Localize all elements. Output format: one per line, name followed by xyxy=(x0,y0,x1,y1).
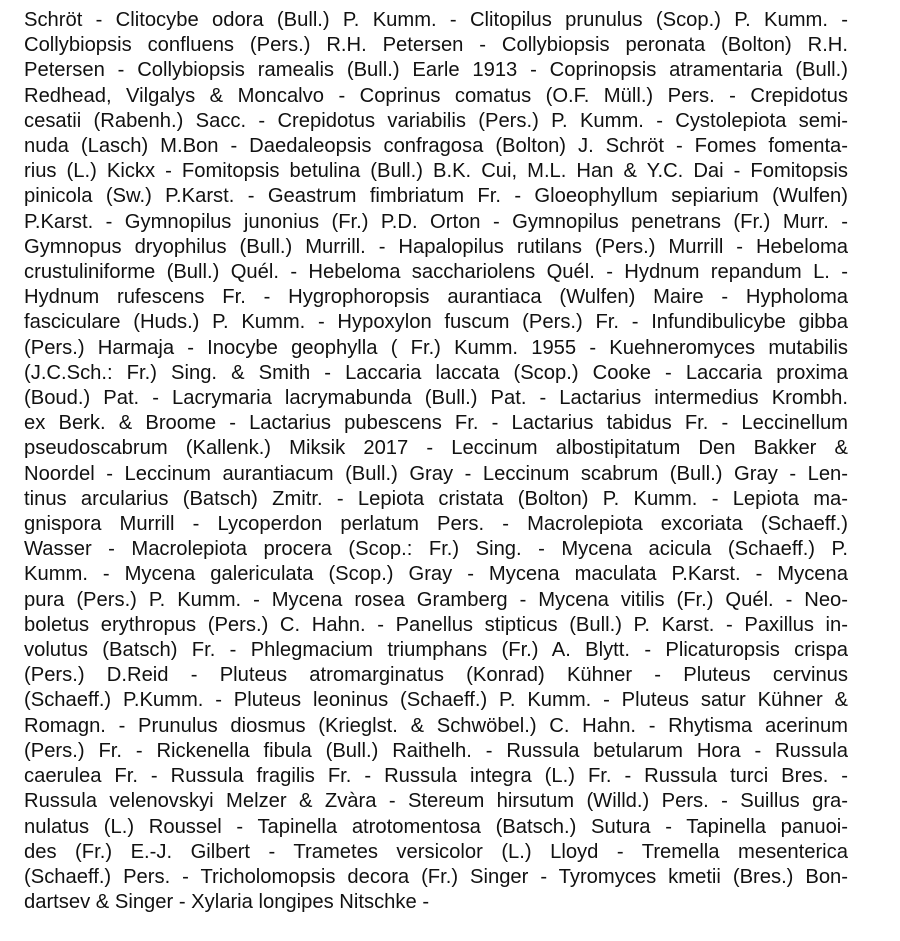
text-line: nuda (Lasch) M.Bon - Daedaleopsis confragosa (Bolton) J. Schröt - Fomes fomenta- xyxy=(24,135,848,158)
text-line: pura (Pers.) P. Kumm. - Mycena rosea Gramberg - Mycena vitilis (Fr.) Quél. - Neo- xyxy=(24,588,848,611)
text-line: (Schaeff.) P.Kumm. - Pluteus leoninus (Schaeff.) P. Kumm. - Pluteus satur Kühner & xyxy=(24,689,848,712)
text-line: (Boud.) Pat. - Lacrymaria lacrymabunda (Bull.) Pat. - Lactarius intermedius Krombh. xyxy=(24,387,848,410)
text-line: fasciculare (Huds.) P. Kumm. - Hypoxylon fuscum (Pers.) Fr. - Infundibulicybe gibba xyxy=(24,311,848,334)
text-line: P.Karst. - Gymnopilus junonius (Fr.) P.D. Orton - Gymnopilus penetrans (Fr.) Murr. - xyxy=(24,210,848,233)
text-line: gnispora Murrill - Lycoperdon perlatum Pers. - Macrolepiota excoriata (Schaeff.) xyxy=(24,513,848,536)
text-line: Gymnopus dryophilus (Bull.) Murrill. - Hapalopilus rutilans (Pers.) Murrill - Hebeloma xyxy=(24,235,848,258)
text-line: Redhead, Vilgalys & Moncalvo - Coprinus comatus (O.F. Müll.) Pers. - Crepidotus xyxy=(24,84,848,107)
text-line: pseudoscabrum (Kallenk.) Miksik 2017 - Leccinum albostipitatum Den Bakker & xyxy=(24,437,848,460)
text-line: Hydnum rufescens Fr. - Hygrophoropsis aurantiaca (Wulfen) Maire - Hypholoma xyxy=(24,286,848,309)
text-line: Schröt - Clitocybe odora (Bull.) P. Kumm. - Clitopilus prunulus (Scop.) P. Kumm. - xyxy=(24,9,848,31)
text-line: des (Fr.) E.-J. Gilbert - Trametes versicolor (L.) Lloyd - Tremella mesenterica xyxy=(24,840,848,863)
text-line: boletus erythropus (Pers.) C. Hahn. - Panellus stipticus (Bull.) P. Karst. - Paxillus in- xyxy=(24,613,848,636)
text-line: tinus arcularius (Batsch) Zmitr. - Lepiota cristata (Bolton) P. Kumm. - Lepiota ma- xyxy=(24,487,848,510)
text-line: Noordel - Leccinum aurantiacum (Bull.) Gray - Leccinum scabrum (Bull.) Gray - Len- xyxy=(24,462,848,485)
text-line: (Pers.) D.Reid - Pluteus atromarginatus (Konrad) Kühner - Pluteus cervinus xyxy=(24,664,848,687)
text-line: (Schaeff.) Pers. - Tricholomopsis decora (Fr.) Singer - Tyromyces kmetii (Bres.) Bon- xyxy=(24,865,848,888)
text-line: Wasser - Macrolepiota procera (Scop.: Fr.) Sing. - Mycena acicula (Schaeff.) P. xyxy=(24,538,848,561)
text-line: nulatus (L.) Roussel - Tapinella atrotomentosa (Batsch.) Sutura - Tapinella panuoi- xyxy=(24,815,848,838)
text-line: dartsev & Singer - Xylaria longipes Nitschke - xyxy=(24,891,430,914)
text-line: Russula velenovskyi Melzer & Zvàra - Stereum hirsutum (Willd.) Pers. - Suillus gra- xyxy=(24,790,848,813)
text-line: Kumm. - Mycena galericulata (Scop.) Gray - Mycena maculata P.Karst. - Mycena xyxy=(24,563,848,586)
text-line: pinicola (Sw.) P.Karst. - Geastrum fimbriatum Fr. - Gloeophyllum sepiarium (Wulfen) xyxy=(24,185,848,208)
text-line: (J.C.Sch.: Fr.) Sing. & Smith - Laccaria laccata (Scop.) Cooke - Laccaria proxima xyxy=(24,361,848,384)
text-line: Collybiopsis confluens (Pers.) R.H. Petersen - Collybiopsis peronata (Bolton) R.H. xyxy=(24,34,848,57)
text-line: (Pers.) Fr. - Rickenella fibula (Bull.) Raithelh. - Russula betularum Hora - Russula xyxy=(24,739,848,762)
text-line: crustuliniforme (Bull.) Quél. - Hebeloma sacchariolens Quél. - Hydnum repandum L. - xyxy=(24,261,848,284)
text-line: Romagn. - Prunulus diosmus (Krieglst. & Schwöbel.) C. Hahn. - Rhytisma acerinum xyxy=(24,714,848,737)
text-line: cesatii (Rabenh.) Sacc. - Crepidotus variabilis (Pers.) P. Kumm. - Cystolepiota semi- xyxy=(24,109,848,132)
species-list-paragraph xyxy=(24,8,848,915)
text-line: caerulea Fr. - Russula fragilis Fr. - Russula integra (L.) Fr. - Russula turci Bres. - xyxy=(24,765,848,788)
text-line: volutus (Batsch) Fr. - Phlegmacium triumphans (Fr.) A. Blytt. - Plicaturopsis crispa xyxy=(24,639,848,662)
text-line: ex Berk. & Broome - Lactarius pubescens Fr. - Lactarius tabidus Fr. - Leccinellum xyxy=(24,412,848,435)
text-line: Petersen - Collybiopsis ramealis (Bull.) Earle 1913 - Coprinopsis atramentaria (Bull.) xyxy=(24,59,848,82)
text-line: (Pers.) Harmaja - Inocybe geophylla ( Fr.) Kumm. 1955 - Kuehneromyces mutabilis xyxy=(24,336,848,359)
text-line: rius (L.) Kickx - Fomitopsis betulina (Bull.) B.K. Cui, M.L. Han & Y.C. Dai - Fomitopsis xyxy=(24,160,848,183)
